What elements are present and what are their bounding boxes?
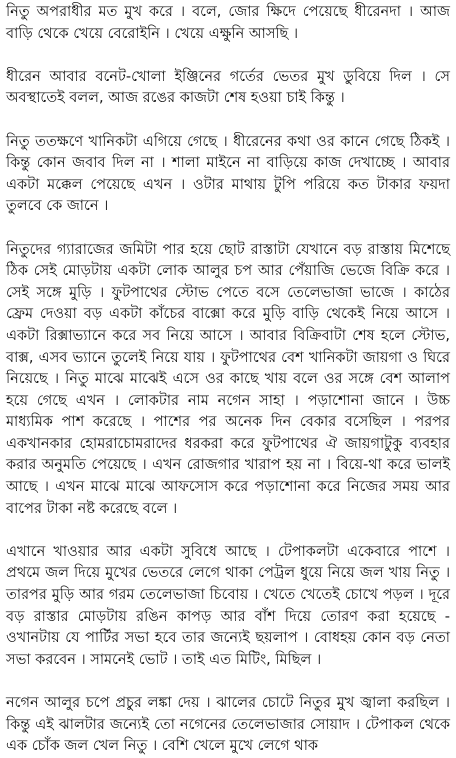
paragraph-5: এখানে খাওয়ার আর একটা সুবিধে আছে । টেপাকলটা একেবারে পাশে । প্রথমে জল দিয়ে মুখের ভেতরে লেগে থাকা পেট্রল ধুয়ে নিয়ে জল খায় নিতু । তারপর মুড়ি আর গরম তেলেভাজা চিবোয় । খেতে খেতেই চোখে পড়ল । দূরে বড় রাস্তার মোড়টায় রঙিন কাপড় আর বাঁশ দিয়ে তোরণ করা হয়েছে - ওখানটায় যে পার্টির সভা হবে তার জন্যেই ছয়লাপ । বোধহয় কোন বড় নেতা সভা করবেন । সামনেই ভোট । তাই এত মিটিং, মিছিল । bbox=[6, 543, 450, 668]
paragraph-2: ধীরেন আবার বনেট-খোলা ইঞ্জিনের গর্তের ভেতর মুখ ডুবিয়ে দিল । সে অবস্থাতেই বলল, আজ রঙের কাজটা শেষ হওয়া চাই কিন্তু । bbox=[6, 68, 450, 107]
paragraph-1: নিতু অপরাধীর মত মুখ করে । বলে, জোর ক্ষিদে পেয়েছে ধীরেনদা । আজ বাড়ি থেকে খেয়ে বেরোইনি । খেয়ে এক্ষুনি আসছি । bbox=[6, 4, 450, 42]
paragraph-4: নিতুদের গ্যারাজের জমিটা পার হয়ে ছোট রাস্তাটা যেখানে বড় রাস্তায় মিশেছে ঠিক সেই মোড়টায় একটা লোক আলুর চপ আর পেঁয়াজি ভেজে বিক্রি করে । সেই সঙ্গে মুড়ি । ফুটপাথের স্টোভ পেতে বসে তেলেভাজা ভাজে । কাঠের ফ্রেম দেওয়া বড় একটা কাঁচের বাক্সো করে মুড়ি বাড়ি থেকেই নিয়ে আসে । একটা রিক্সাভ্যানে করে সব নিয়ে আসে । আবার বিক্রিবাটা শেষ হলে স্টোভ, বাক্স, এসব ভ্যানে তুলেই নিয়ে যায় । ফুটপাথের বেশ খানিকটা জায়গা ও ঘিরে নিয়েছে । নিতু মাঝে মাঝেই এসে ওর কাছে খায় বলে ওর সঙ্গে বেশ আলাপ হয়ে গেছে এখন । লোকটার নাম নগেন সাহা । পড়াশোনা জানে । উচ্চ মাধ্যমিক পাশ করেছে । পাশের পর অনেক দিন বেকার বসেছিল । পরপর একখানকার হোমরাচোমরাদের ধরকরা করে ফুটপাথের ঐ জায়গাটুকু ব্যবহার করার অনুমতি পেয়েছে । এখন রোজগার খারাপ হয় না । বিয়ে-থা করে ভালই আছে । এখন মাঝে মাঝে আফসোস করে পড়াশোনা করে নিজের সময় আর বাপের টাকা নষ্ট করেছে বলে । bbox=[6, 241, 450, 517]
paragraph-3: নিতু ততক্ষণে খানিকটা এগিয়ে গেছে । ধীরেনের কথা ওর কানে গেছে ঠিকই । কিন্তু কোন জবাব দিল না । শালা মাইনে না বাড়িয়ে কাজ দেখাচ্ছে । আবার একটা মক্কেল পেয়েছে এখন । ওটার মাথায় টুপি পরিয়ে কত টাকার ফয়দা তুলবে কে জানে । bbox=[6, 133, 450, 215]
paragraph-6: নগেন আলুর চপে প্রচুর লঙ্কা দেয় । ঝালের চোটে নিতুর মুখ জ্বালা করছিল । কিন্তু এই ঝালটার জন্যেই তো নগেনের তেলেভাজার সোয়াদ । টেপাকল থেকে এক চোঁক জল খেল নিতু । বেশি খেলে মুখে লেগে থাক bbox=[6, 695, 450, 755]
